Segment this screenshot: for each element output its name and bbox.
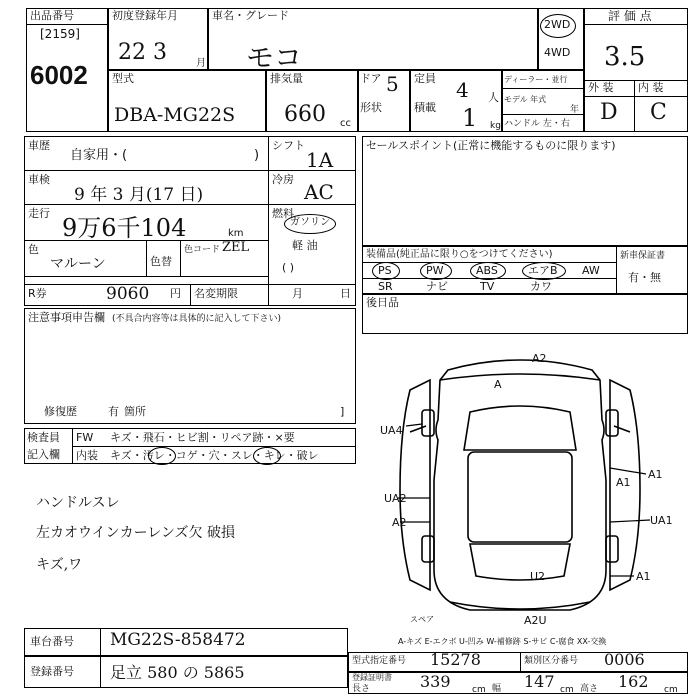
- chassis-value: MG22S-858472: [110, 630, 246, 650]
- loading-unit: kg: [490, 121, 501, 131]
- mark-ua1: UA1: [650, 514, 673, 527]
- interior-label: 内 装: [638, 81, 664, 94]
- fuel-diesel: 軽 油: [292, 239, 318, 252]
- code-value: ZEL: [222, 240, 250, 255]
- equipment-label: 装備品(純正品に限り○をつけてください): [366, 249, 553, 260]
- notes-sub: (不具合内容等は具体的に記入して下さい): [112, 314, 282, 324]
- height-label: 高さ: [580, 684, 599, 694]
- remark-1: ハンドルスレ: [36, 495, 120, 511]
- exterior-label: 外 装: [588, 81, 614, 94]
- repaint-label: 色替: [150, 255, 172, 268]
- grade-value: 3.5: [604, 42, 646, 72]
- notes-label: 注意事項申告欄: [28, 311, 105, 324]
- shape-label: 形状: [360, 101, 382, 114]
- capacity-label: 定員: [414, 72, 436, 85]
- remark-2: 左カオウインカーレンズ欠 破損: [36, 525, 235, 541]
- doors-value: 5: [386, 72, 399, 96]
- warranty-label: 新車保証書: [620, 251, 666, 261]
- car-damage-diagram: [370, 340, 673, 630]
- grade-label: 評 価 点: [608, 9, 652, 23]
- ac-value: AC: [304, 180, 334, 204]
- capacity-value: 4: [456, 78, 469, 102]
- type-label: 型式: [112, 72, 134, 85]
- handle-label: ハンドル 左・右: [504, 119, 570, 129]
- repair-value: 有: [108, 405, 119, 418]
- equip-airbag: エアB: [528, 264, 558, 277]
- inspector-interior-items: キズ・汚レ・コゲ・穴・スレ・キレ・破レ: [110, 449, 319, 462]
- displacement-value: 660: [284, 102, 326, 127]
- height-cm: cm: [664, 685, 678, 695]
- fuel-paren: ( ): [282, 261, 295, 274]
- recycle-label: R券: [28, 287, 47, 300]
- equip-leather: カワ: [530, 280, 552, 293]
- cert-label: 登録証明書: [352, 673, 392, 682]
- lot-sub: [2159]: [40, 27, 80, 41]
- code-label: 色コード: [184, 245, 221, 255]
- mark-a1-right-low: A1: [636, 570, 651, 583]
- model-value: モコ: [246, 41, 303, 74]
- recycle-unit: 円: [170, 287, 181, 300]
- repair-label: 修復歴: [44, 405, 77, 418]
- lot-label: 出品番号: [30, 9, 74, 22]
- color-value: マルーン: [50, 256, 106, 272]
- capacity-unit: 人: [488, 91, 499, 104]
- diagram-note: スペア: [410, 615, 434, 624]
- model-label: 車名・グレード: [212, 9, 289, 22]
- exterior-value: D: [600, 100, 618, 125]
- diagram-legend: A-キズ E-エクボ U-凹み W-補修跡 S-サビ C-腐食 XX-交換: [398, 637, 607, 646]
- history-close: ): [254, 148, 260, 163]
- interior-value: C: [650, 100, 667, 125]
- airbag-circle: [522, 262, 566, 280]
- model-year-unit: 年: [570, 105, 580, 115]
- fuel-options: ガソリン: [290, 217, 330, 228]
- mark-a1-right-mid: A1: [616, 476, 631, 489]
- mark-u2: U2: [530, 570, 546, 583]
- inspector-interior: 内装: [76, 449, 98, 462]
- mark-ua4: UA4: [380, 424, 403, 437]
- inspector-label-2: 記入欄: [27, 448, 60, 461]
- selling-points-label: セールスポイント(正常に機能するものに限ります): [366, 139, 616, 152]
- inspector-fw: FW: [76, 431, 94, 444]
- type-value: DBA-MG22S: [114, 104, 236, 126]
- remark-3: キズ,ワ: [36, 557, 83, 573]
- equip-sr: SR: [378, 280, 393, 293]
- category-label: 類別区分番号: [524, 656, 579, 666]
- mileage-value: 9万6千104: [62, 214, 187, 242]
- selling-points-cell: [362, 136, 688, 246]
- first-reg-label: 初度登録年月: [112, 9, 178, 22]
- shift-label: シフト: [272, 139, 305, 152]
- loading-value: 1: [462, 104, 478, 132]
- equip-abs: ABS: [476, 264, 498, 277]
- stain-circle: [148, 447, 176, 465]
- width-value: 147: [524, 672, 555, 691]
- ps-circle: [372, 262, 400, 280]
- model-year-label: モデル 年式: [504, 95, 547, 104]
- length-label: 長さ: [352, 684, 371, 694]
- length-value: 339: [420, 672, 451, 691]
- scuff-circle: [253, 447, 281, 465]
- repair-place: 箇所: [124, 405, 146, 418]
- shift-value: 1A: [306, 148, 334, 172]
- loading-label: 積載: [414, 101, 436, 114]
- mark-a2u: A2U: [524, 614, 547, 627]
- documents-label: 後日品: [366, 296, 399, 309]
- recycle-value: 9060: [106, 284, 150, 304]
- drive-2wd: 2WD: [544, 18, 571, 31]
- first-reg-value: 22 3: [118, 40, 167, 65]
- equip-ps: PS: [378, 264, 392, 277]
- dealer-label: ディーラー・並行: [504, 75, 568, 84]
- doors-label: ドア: [360, 72, 382, 85]
- pw-circle: [420, 262, 452, 280]
- expiry-month: 月: [292, 287, 303, 300]
- height-value: 162: [618, 672, 649, 691]
- category-value: 0006: [604, 650, 645, 669]
- mark-a-front: A: [494, 378, 502, 391]
- mark-a2-left: A2: [392, 516, 407, 529]
- length-cm: cm: [472, 685, 486, 695]
- expiry-day: 日: [340, 287, 351, 300]
- first-reg-month-unit: 月: [196, 58, 206, 69]
- mark-a2-top: A2: [532, 352, 547, 365]
- displacement-label: 排気量: [270, 72, 303, 85]
- history-label: 車歴: [28, 139, 50, 152]
- warranty-value: 有・無: [628, 271, 661, 284]
- registration-label: 登録番号: [30, 665, 74, 678]
- inspection-label: 車検: [28, 173, 50, 186]
- drive-4wd: 4WD: [544, 46, 571, 59]
- history-value: 自家用・(: [70, 148, 128, 163]
- registration-value: 足立 580 の 5865: [110, 663, 245, 682]
- inspector-fw-items: キズ・飛石・ヒビ割・リペア跡・×要: [110, 431, 295, 444]
- fuel-label: 燃料: [272, 207, 294, 220]
- mileage-unit: km: [228, 228, 244, 239]
- inspector-label-1: 検査員: [27, 431, 60, 444]
- repair-close: ]: [340, 405, 345, 418]
- mileage-label: 走行: [28, 207, 50, 220]
- lot-number: 6002: [30, 60, 88, 90]
- expiry-label: 名変期限: [194, 287, 238, 300]
- inspection-value: 9 年 3 月(17 日): [74, 185, 204, 205]
- model-code-value: 15278: [430, 650, 481, 669]
- abs-circle: [470, 262, 506, 280]
- chassis-label: 車台番号: [30, 635, 74, 648]
- color-label: 色: [28, 243, 39, 256]
- equip-aw: AW: [582, 264, 600, 277]
- width-label: 幅: [492, 684, 502, 694]
- equip-navi: ナビ: [426, 280, 448, 293]
- mark-ua2: UA2: [384, 492, 407, 505]
- displacement-unit: cc: [340, 118, 351, 129]
- equip-pw: PW: [426, 264, 444, 277]
- mark-a1-right-top: A1: [648, 468, 663, 481]
- documents-cell: [362, 294, 688, 334]
- model-code-label: 型式指定番号: [352, 656, 407, 666]
- equip-tv: TV: [480, 280, 495, 293]
- ac-label: 冷房: [272, 173, 294, 186]
- width-cm: cm: [560, 685, 574, 695]
